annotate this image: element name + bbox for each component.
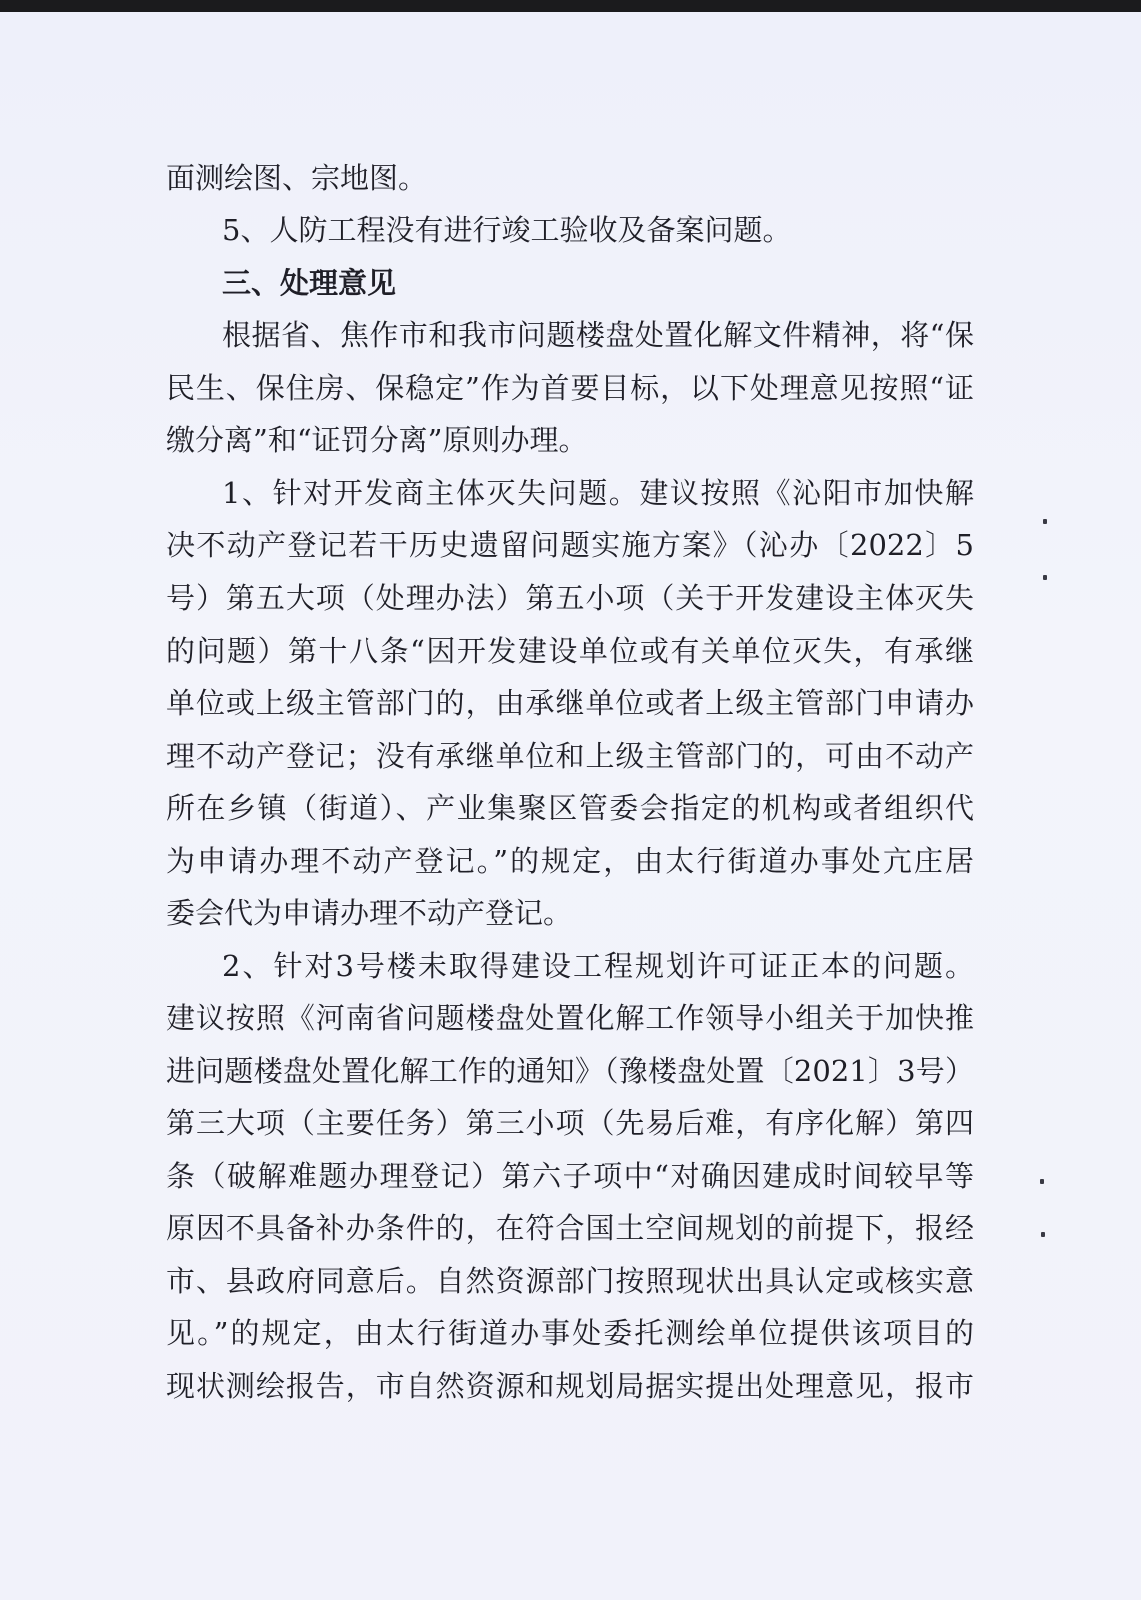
text-line: 原因不具备补办条件的，在符合国土空间规划的前提下，报经: [166, 1211, 974, 1245]
text-line: 委会代为申请办理不动产登记。: [166, 896, 573, 930]
text-line: 条（破解难题办理登记）第六子项中“对确因建成时间较早等: [166, 1159, 974, 1193]
text-line: 建议按照《河南省问题楼盘处置化解工作领导小组关于加快推: [166, 1001, 974, 1035]
text-line: 的问题）第十八条“因开发建设单位或有关单位灭失，有承继: [166, 634, 974, 668]
text-line: 现状测绘报告，市自然资源和规划局据实提出处理意见，报市: [166, 1369, 974, 1403]
text-line: 民生、保住房、保稳定”作为首要目标，以下处理意见按照“证: [166, 371, 974, 405]
text-line: 号）第五大项（处理办法）第五小项（关于开发建设主体灭失: [166, 581, 974, 615]
scan-speck: [1043, 519, 1047, 524]
text-line: 5、人防工程没有进行竣工验收及备案问题。: [222, 213, 792, 247]
scan-speck: [1040, 1179, 1044, 1184]
text-line: 根据省、焦作市和我市问题楼盘处置化解文件精神，将“保: [222, 318, 974, 352]
text-line: 见。”的规定，由太行街道办事处委托测绘单位提供该项目的: [166, 1316, 974, 1350]
text-line: 决不动产登记若干历史遗留问题实施方案》（沁办〔2022〕5: [166, 528, 974, 562]
scan-speck: [1041, 1232, 1045, 1237]
text-line: 缴分离”和“证罚分离”原则办理。: [166, 423, 588, 457]
text-line: 2、针对3号楼未取得建设工程规划许可证正本的问题。: [222, 949, 974, 983]
text-line: 第三大项（主要任务）第三小项（先易后难，有序化解）第四: [166, 1106, 974, 1140]
section-heading: 三、处理意见: [222, 266, 397, 300]
text-line: 面测绘图、宗地图。: [166, 161, 428, 195]
text-line: 市、县政府同意后。自然资源部门按照现状出具认定或核实意: [166, 1264, 974, 1298]
text-line: 理不动产登记；没有承继单位和上级主管部门的，可由不动产: [166, 739, 974, 773]
text-line: 所在乡镇（街道）、产业集聚区管委会指定的机构或者组织代: [166, 791, 974, 825]
text-line: 为申请办理不动产登记。”的规定，由太行街道办事处亢庄居: [166, 844, 974, 878]
text-line: 单位或上级主管部门的，由承继单位或者上级主管部门申请办: [166, 686, 974, 720]
scan-speck: [1043, 575, 1047, 580]
document-page: [0, 12, 1141, 1600]
text-line: 1、针对开发商主体灭失问题。建议按照《沁阳市加快解: [222, 476, 974, 510]
text-line: 进问题楼盘处置化解工作的通知》（豫楼盘处置〔2021〕3号）: [166, 1054, 974, 1088]
